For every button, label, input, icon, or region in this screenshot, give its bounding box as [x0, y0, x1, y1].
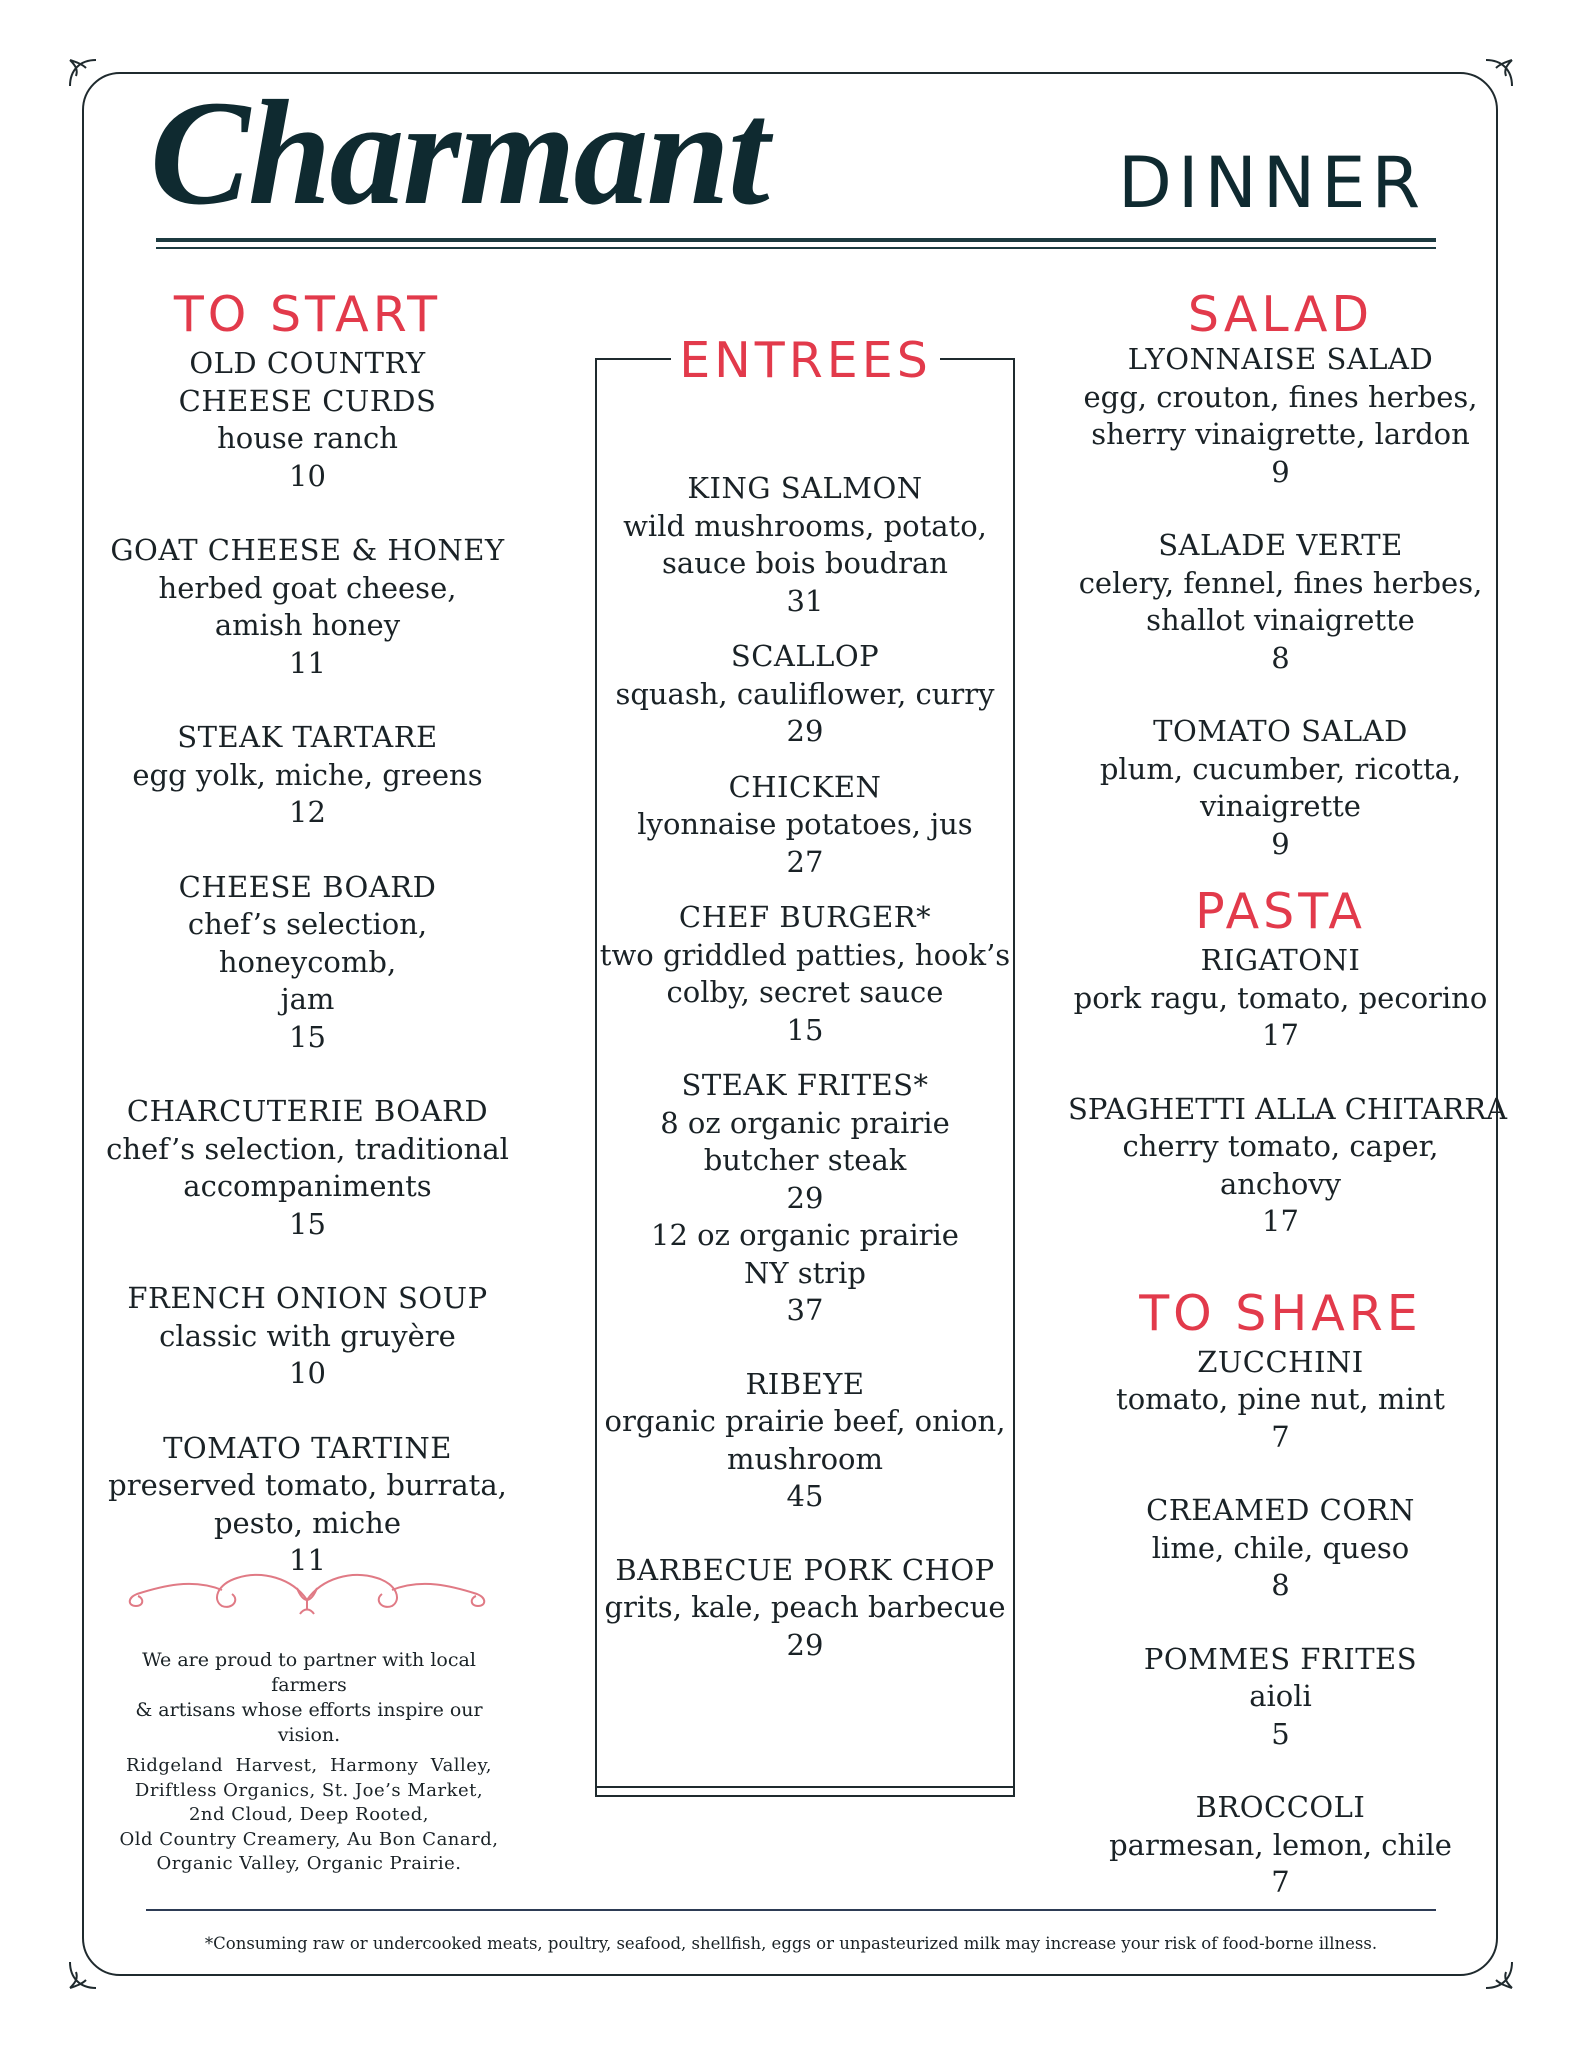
item-description: preserved tomato, burrata,: [108, 1468, 507, 1502]
item-name: POMMES FRITES: [1143, 1641, 1418, 1676]
item-description: accompaniments: [183, 1169, 432, 1203]
menu-item: [595, 1366, 1015, 1516]
item-description: pesto, miche: [213, 1505, 401, 1540]
partner-text: & artisans whose efforts inspire our vision.: [135, 1699, 483, 1746]
item-name: LYONNAISE SALAD: [1127, 342, 1434, 376]
item-description: grits, kale, peach barbecue: [604, 1590, 1006, 1624]
item-name: GOAT CHEESE & HONEY: [110, 533, 505, 567]
menu-item: [595, 638, 1015, 751]
partner-note: [118, 1648, 500, 1877]
item-description: sauce bois boudran: [662, 546, 948, 580]
item-description: lyonnaise potatoes, jus: [637, 807, 973, 841]
entrees-box-rule: [595, 1795, 1015, 1797]
menu-item: [1068, 942, 1493, 1055]
item-description: herbed goat cheese,: [158, 570, 457, 605]
corner-flourish-icon: [1482, 1958, 1516, 1992]
item-name: TOMATO TARTINE: [163, 1430, 452, 1465]
corner-flourish-icon: [66, 1958, 100, 1992]
item-name: CHEESE CURDS: [178, 383, 437, 418]
menu-item: [95, 869, 520, 1057]
item-description: NY strip: [744, 1255, 866, 1290]
menu-item: [95, 719, 520, 832]
entrees-box-rule: [595, 358, 671, 360]
partner-names: Ridgeland Harvest, Harmony Valley,: [126, 1755, 492, 1776]
footer-rule: [146, 1909, 1436, 1911]
item-description: pork ragu, tomato, pecorino: [1073, 980, 1488, 1015]
header-rule-thin: [156, 247, 1436, 249]
menu-item: [95, 1093, 520, 1243]
menu-item: [1068, 1641, 1493, 1754]
menu-item: [1068, 1344, 1493, 1457]
item-description: classic with gruyère: [159, 1318, 456, 1353]
item-name: CREAMED CORN: [1146, 1493, 1415, 1527]
item-name: RIBEYE: [745, 1366, 865, 1401]
menu-item: [95, 345, 520, 495]
item-description: sherry vinaigrette, lardon: [1091, 417, 1470, 451]
item-price: 11: [289, 1543, 326, 1577]
partner-names: Driftless Organics, St. Joe’s Market,: [134, 1779, 484, 1801]
item-description: vinaigrette: [1200, 789, 1361, 823]
item-name: KING SALMON: [687, 471, 923, 505]
allergy-footnote: *Consuming raw or undercooked meats, poultry, seafood, shellfish, eggs or unpasteurized milk may increase your risk of food-borne illness.: [204, 1934, 1378, 1953]
item-description: colby, secret sauce: [666, 975, 944, 1009]
menu-item: [595, 1067, 1015, 1330]
item-name: SPAGHETTI ALLA CHITARRA: [1068, 1091, 1508, 1126]
item-description: two griddled patties, hook’s: [599, 937, 1011, 972]
menu-item: [1068, 1492, 1493, 1605]
salad-heading: SALAD: [1187, 286, 1374, 343]
menu-item: [1068, 341, 1493, 491]
item-name: ZUCCHINI: [1197, 1344, 1364, 1379]
item-price: 29: [786, 1180, 824, 1215]
to-start-heading: TO START: [173, 286, 442, 343]
menu-item: [595, 769, 1015, 882]
item-price: 10: [289, 1356, 326, 1390]
pasta-heading: PASTA: [1195, 883, 1366, 940]
item-price: 8: [1271, 640, 1290, 675]
partner-names: 2nd Cloud, Deep Rooted,: [188, 1804, 430, 1825]
menu-item: [95, 1280, 520, 1393]
item-name: SALADE VERTE: [1158, 528, 1403, 562]
item-description: wild mushrooms, potato,: [623, 508, 987, 543]
item-price: 15: [289, 1019, 326, 1054]
to-share-heading: TO SHARE: [1139, 1284, 1422, 1342]
item-price: 15: [289, 1206, 326, 1241]
item-name: OLD COUNTRY: [189, 346, 426, 380]
item-description: squash, cauliflower, curry: [615, 676, 995, 711]
item-description: house ranch: [217, 421, 398, 455]
item-price: 8: [1271, 1568, 1290, 1602]
corner-flourish-icon: [1482, 56, 1516, 90]
item-price: 12: [289, 795, 326, 829]
item-description: amish honey: [214, 608, 401, 642]
item-price: 45: [786, 1479, 824, 1513]
item-price: 27: [786, 844, 824, 879]
menu-title: DINNER: [1118, 142, 1427, 224]
item-name: CHARCUTERIE BOARD: [126, 1094, 489, 1128]
right-column: [1068, 286, 1508, 1902]
item-description: parmesan, lemon, chile: [1109, 1827, 1452, 1862]
item-name: CHICKEN: [728, 769, 882, 804]
entrees-box-rule: [595, 1786, 1015, 1788]
item-description: chef’s selection, honeycomb,: [187, 907, 428, 979]
item-price: 17: [1262, 1018, 1299, 1052]
menu-item: [1068, 1789, 1493, 1902]
item-price: 5: [1271, 1716, 1290, 1751]
item-name: STEAK FRITES*: [681, 1068, 929, 1102]
item-description: mushroom: [726, 1441, 884, 1476]
item-price: 7: [1271, 1419, 1290, 1454]
to-start-section: [95, 286, 520, 1580]
entrees-section: [595, 470, 1015, 1664]
item-name: RIGATONI: [1200, 943, 1361, 977]
menu-item: [95, 532, 520, 682]
item-description: aioli: [1249, 1679, 1312, 1713]
item-price: 9: [1271, 826, 1290, 861]
item-name: FRENCH ONION SOUP: [127, 1281, 488, 1315]
item-name: SCALLOP: [730, 639, 880, 673]
item-name: CHEF BURGER*: [678, 900, 932, 934]
item-description: lime, chile, queso: [1151, 1530, 1410, 1565]
item-name: BROCCOLI: [1195, 1790, 1366, 1824]
item-price: 7: [1271, 1865, 1290, 1899]
item-price: 15: [786, 1012, 824, 1047]
item-description: plum, cucumber, ricotta,: [1099, 751, 1462, 786]
item-description: celery, fennel, fines herbes,: [1078, 565, 1483, 600]
item-price: 17: [1262, 1204, 1299, 1238]
item-price: 10: [289, 458, 326, 493]
partner-text: We are proud to partner with local farmers: [142, 1649, 476, 1696]
item-price: 37: [786, 1293, 824, 1327]
item-price: 31: [786, 583, 824, 618]
item-name: BARBECUE PORK CHOP: [615, 1552, 995, 1587]
entrees-box-rule: [940, 358, 1015, 360]
item-price: 29: [786, 714, 824, 748]
menu-item: [1068, 713, 1493, 863]
item-name: TOMATO SALAD: [1153, 714, 1408, 748]
item-name: STEAK TARTARE: [177, 720, 438, 754]
menu-item: [595, 470, 1015, 620]
partner-names: Organic Valley, Organic Prairie.: [156, 1853, 462, 1874]
entrees-heading: ENTREES: [679, 332, 932, 389]
header-rule: [156, 238, 1436, 242]
item-description: chef’s selection, traditional: [106, 1131, 509, 1166]
item-description: jam: [280, 982, 335, 1016]
menu-item: [1068, 1091, 1508, 1241]
item-description: 8 oz organic prairie: [660, 1105, 950, 1140]
item-description: egg yolk, miche, greens: [132, 757, 483, 792]
partner-names: Old Country Creamery, Au Bon Canard,: [119, 1828, 499, 1850]
item-description: shallot vinaigrette: [1146, 603, 1415, 637]
menu-item: [595, 1552, 1015, 1665]
menu-item: [1068, 527, 1493, 677]
corner-flourish-icon: [66, 56, 100, 90]
item-description: 12 oz organic prairie: [651, 1218, 959, 1252]
decorative-swirl-icon: [122, 1548, 492, 1628]
menu-item: [595, 899, 1015, 1049]
restaurant-logo: Charmant: [150, 70, 768, 236]
item-description: tomato, pine nut, mint: [1116, 1382, 1445, 1416]
item-name: CHEESE BOARD: [178, 869, 437, 904]
item-description: organic prairie beef, onion,: [604, 1404, 1006, 1438]
item-price: 11: [289, 645, 326, 680]
item-description: egg, crouton, fines herbes,: [1083, 379, 1478, 414]
item-description: cherry tomato, caper, anchovy: [1122, 1129, 1439, 1201]
item-price: 29: [786, 1627, 824, 1662]
item-price: 9: [1271, 454, 1290, 489]
item-description: butcher steak: [703, 1143, 907, 1177]
